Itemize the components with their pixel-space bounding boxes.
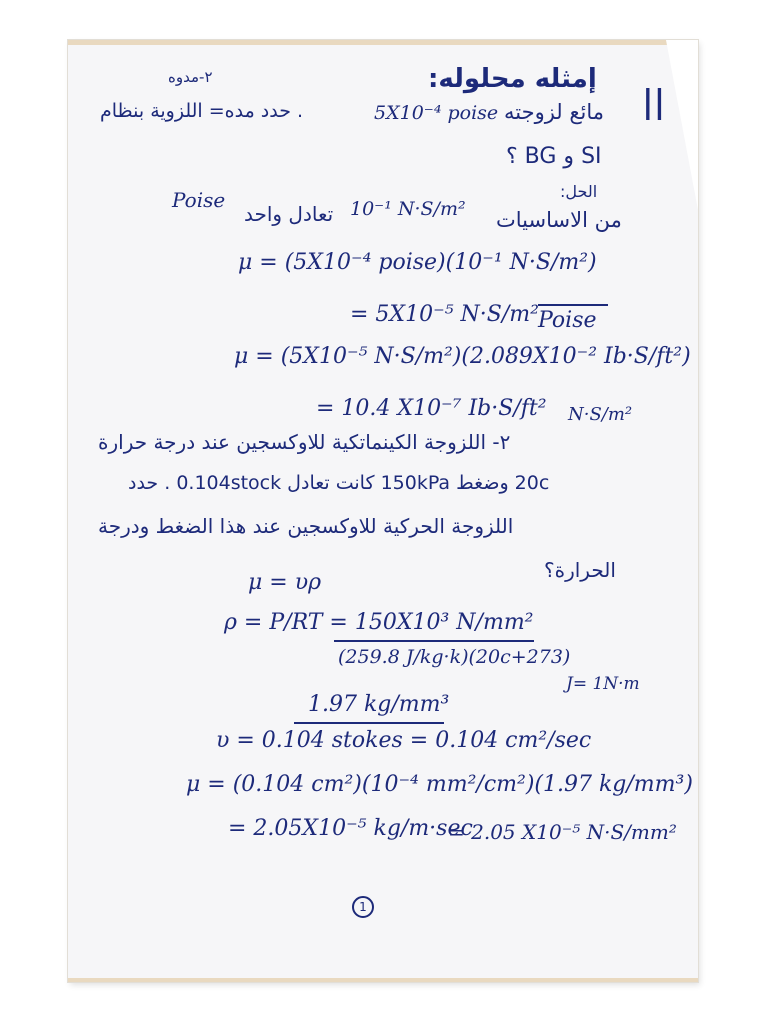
p2-eq1: μ = υρ: [248, 570, 322, 595]
p1-fact-unit: Poise: [172, 188, 226, 212]
p1-question-line2: SI و BG ؟: [506, 144, 602, 169]
fraction-bar: [294, 722, 444, 724]
p2-eq5: μ = (0.104 cm²)(10⁻⁴ mm²/cm²)(1.97 kg/mm³): [186, 772, 693, 797]
bottom-edge: [68, 978, 698, 982]
p1-eq4-denominator: N·S/m²: [568, 404, 633, 425]
p2-eq3: 1.97 kg/mm³: [308, 692, 450, 717]
p2-eq2: ρ = P/RT = 150X10³ N/mm²: [224, 610, 534, 635]
p2-question-line4: الحرارة؟: [544, 558, 616, 582]
p1-eq1: μ = (5X10⁻⁴ poise)(10⁻¹ N·S/m²): [238, 250, 597, 275]
folded-corner: [666, 40, 698, 210]
p2-eq2-note: J= 1N·m: [566, 674, 640, 694]
page-title: إمثله محلوله:: [428, 64, 597, 94]
p2-question-line3: اللزوجة الحركية للاوكسجين عند هذا الضغط ودرجة: [98, 514, 514, 538]
p1-fact-value: 10⁻¹ N·S/m²: [350, 198, 466, 220]
p2-eq6a: = 2.05X10⁻⁵ kg/m·sec: [228, 816, 473, 841]
fraction-bar: [538, 304, 608, 306]
p2-question-line1: ٢- اللزوجة الكينماتكية للاوكسجين عند درجة حرارة: [98, 430, 511, 454]
p1-question-value: 5X10⁻⁴ poise: [374, 102, 499, 124]
margin-mark: ||: [642, 82, 666, 120]
p1-eq4: = 10.4 X10⁻⁷ Ib·S/ft²: [316, 396, 547, 421]
p1-question-ar2: . حدد مده= اللزوية بنظام: [100, 100, 304, 122]
page-number: 1: [352, 896, 374, 918]
p1-fact-ar2: تعادل واحد: [244, 202, 334, 226]
corner-note: ٢-مدوه: [168, 68, 213, 86]
p1-question-ar: مائع لزوجته: [504, 100, 605, 124]
p2-eq2-denominator: (259.8 J/kg·k)(20c+273): [338, 646, 571, 668]
p2-eq6b: = 2.05 X10⁻⁵ N·S/mm²: [448, 820, 677, 844]
p1-solution-label: الحل:: [560, 182, 598, 201]
p1-eq1-denominator: Poise: [538, 308, 597, 333]
p2-eq4: υ = 0.104 stokes = 0.104 cm²/sec: [216, 728, 592, 753]
paper-sheet: [68, 40, 698, 982]
p1-eq3: μ = (5X10⁻⁵ N·S/m²)(2.089X10⁻² Ib·S/ft²): [234, 344, 691, 369]
p2-question-line2: 20c وضغط 150kPa كانت تعادل 0.104stock . حدد: [128, 472, 550, 494]
p1-eq2: = 5X10⁻⁵ N·S/m²: [350, 302, 539, 327]
p1-fact-ar: من الاساسيات: [496, 208, 622, 232]
fraction-bar: [334, 640, 534, 642]
top-edge: [68, 40, 698, 45]
